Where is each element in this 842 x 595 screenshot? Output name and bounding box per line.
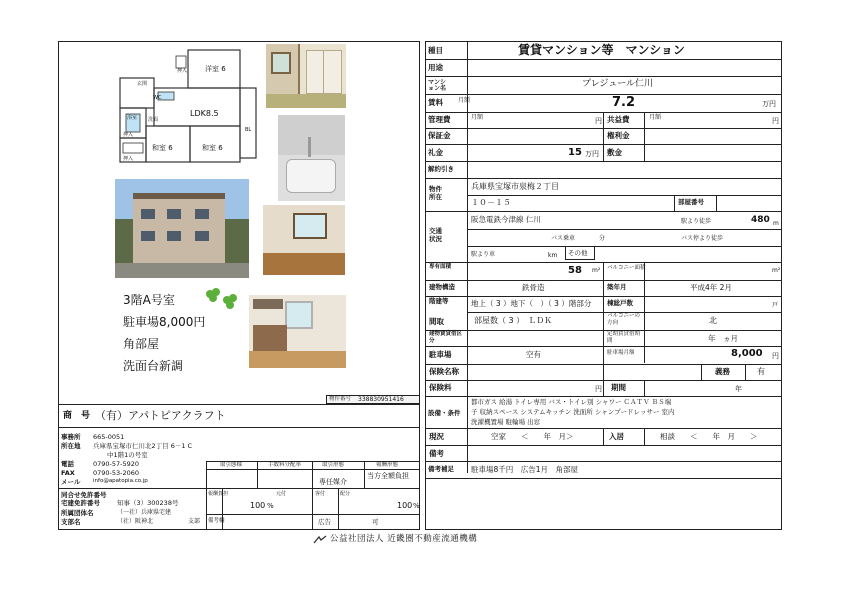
rent-label: 賃料 [428, 98, 443, 107]
insfee-label: 保険料 [429, 383, 452, 392]
plan-push3: 押入 [123, 156, 134, 162]
promo-vanity: 洗面台新調 [123, 359, 184, 373]
transit-label: 交通状況 [429, 227, 442, 243]
layout-value: 部屋数（ 3 ） ＬＤＫ [474, 316, 553, 325]
addr2: 中1階1の号室 [107, 451, 148, 459]
company-label: 商 号 [63, 411, 91, 421]
photo-bathroom [278, 115, 345, 201]
floor-plan [118, 48, 262, 166]
org: （一社）兵庫県宅建 [117, 509, 172, 516]
name-label: マンション名 [428, 79, 447, 92]
age-label: 築年月 [607, 283, 627, 291]
floor-value: 地上（ 3 ）地下（ ）（ 3 ）階部分 [471, 299, 592, 308]
bus-walk: バス停より徒歩 [681, 235, 724, 242]
area-label: 専有面積 [429, 264, 452, 270]
promo-room: 3階A号室 [123, 293, 175, 307]
room-western: 洋室 6 [205, 65, 226, 73]
status-value: 空家 ＜ 年 月＞ [491, 432, 574, 441]
use-label: 用途 [428, 63, 443, 72]
license: 知事（3）300238号 [117, 499, 179, 507]
photo-japanese-room [266, 44, 346, 108]
mgmt-label: 管理費 [428, 115, 451, 124]
room-jp1: 和室 6 [152, 144, 173, 152]
reikin-unit: 万円 [585, 150, 599, 158]
equipment-line1: 都市ガス 給湯 トイレ専用 バス・トイレ別 シャワー ＣＡＴＶ ＢＳ端 [471, 398, 672, 406]
movein-label: 入居 [609, 432, 624, 441]
period-unit: 年 [735, 385, 742, 393]
zip: 665-0051 [93, 433, 125, 441]
fax-label: FAX [61, 469, 75, 477]
remarks-supp-label: 備考補足 [428, 465, 454, 473]
area-value: 58 [568, 265, 582, 276]
pct-1: 100 [250, 501, 266, 510]
mgmt-unit: 円 [595, 117, 602, 125]
remarks-supp-value: 駐車場8千円 広告1月 角部屋 [471, 465, 579, 474]
mail[interactable]: info@apatopia.co.jp [93, 478, 148, 484]
area-unit: m² [592, 267, 601, 274]
dir-label: バルコニーの方向 [607, 313, 641, 326]
equipment-label: 設備・条件 [428, 409, 461, 417]
key-label: 権利金 [607, 131, 630, 140]
pct-label-2: 元付 [276, 491, 287, 497]
addr1: 兵庫県宝塚市仁川北2丁目 6－1 C [93, 442, 193, 450]
pct-label-4: 配分 [340, 491, 351, 497]
pct-2: 100 [397, 501, 413, 510]
insfee-unit: 円 [595, 385, 602, 393]
ins-label: 保険名称 [429, 367, 459, 376]
struct-label: 建物構造 [429, 283, 455, 291]
tel-label: 電話 [61, 460, 74, 468]
duty-value: 有 [757, 367, 765, 376]
pct-unit-2: % [413, 502, 420, 510]
assoc-label: 同合せ免許番号 [61, 491, 107, 499]
office-label: 事務所 [61, 433, 81, 441]
duty-label: 義務 [715, 367, 730, 376]
room-no-label: 部屋番号 [678, 198, 704, 206]
remarks-label: 備考欄 [208, 518, 225, 524]
loc-label: 物件所在 [429, 185, 442, 201]
photo-living-room [263, 205, 345, 275]
plan-bath: 浴室 [127, 115, 138, 121]
company-name: （有）アパトピアクラフト [95, 409, 226, 422]
fax: 0790-53-2060 [93, 469, 140, 477]
deposit-label: 保証金 [428, 131, 451, 140]
clover-icon [200, 284, 238, 312]
footer-org: 公益社団法人 近畿圏不動産流通機構 [330, 534, 478, 544]
common-label: 共益費 [607, 115, 630, 124]
period-label: 期間 [611, 383, 626, 392]
plan-wash: 洗面 [148, 117, 159, 123]
plan-push2: 押入 [123, 132, 134, 138]
room-ldk: LDK8.5 [190, 109, 219, 118]
common-sub: 月額 [649, 114, 662, 121]
reikin-label: 礼金 [428, 148, 443, 157]
grid-h4: 報酬形態 [376, 462, 399, 468]
pct-label-1: 報酬負担 [208, 491, 229, 497]
ad-label: 広告 [318, 518, 331, 526]
from-station: 駅より車 [471, 251, 496, 258]
layout-label: 間取 [429, 317, 444, 326]
property-no-label: 物件番号 [329, 396, 352, 402]
share: 当方全額負担 [367, 472, 409, 480]
age-value: 平成4年 2月 [690, 283, 732, 292]
common-unit: 円 [772, 117, 779, 125]
grid-h2: 手数料分配率 [268, 462, 302, 468]
equipment-line3: 洗濯機置場 駐輪場 出窓 [471, 418, 541, 426]
floor-label: 階建等 [429, 297, 449, 305]
org-label: 所属団体名 [61, 509, 94, 517]
pct-label-3: 客付 [315, 491, 326, 497]
equipment-line2: 子 収納スペース システムキッチン 洗面所 シャンプードレッサー 室内 [471, 408, 675, 416]
plan-push1: 押入 [177, 68, 188, 74]
photo-kitchen [249, 295, 346, 368]
mgmt-sub: 月額 [471, 114, 484, 121]
balcony-unit: m² [772, 267, 781, 274]
addr-label: 所在地 [61, 442, 81, 450]
branch-suffix: 支部 [188, 518, 201, 525]
property-no: 338830951416 [358, 396, 404, 403]
plan-toilet: WC [153, 95, 162, 101]
rent-value: 7.2 [612, 95, 636, 110]
reikin-value: 15 [568, 147, 582, 158]
ad-value: 可 [372, 518, 379, 526]
status-label: 現況 [429, 432, 444, 441]
bus-ride: バス乗車 分 [551, 235, 606, 242]
grid-h1: 取引態様 [220, 462, 243, 468]
lease-label: 定期賃貸借期間 [607, 331, 641, 344]
grid-h3: 取引形態 [322, 462, 345, 468]
lease-value: 年 ヵ月 [708, 334, 738, 343]
pfee-unit: 円 [772, 352, 779, 360]
km-unit: km [548, 252, 558, 259]
photo-building [115, 179, 249, 278]
mediation: 専任媒介 [319, 478, 347, 486]
branch-label: 支部名 [61, 518, 81, 526]
association-logo-icon [313, 535, 327, 545]
dir-value: 北 [709, 316, 717, 325]
pfee-value: 8,000 [731, 348, 763, 359]
pct-unit-1: % [267, 502, 274, 510]
tenancy-label: 建物賃貸借区分 [429, 331, 463, 344]
promo-corner: 角部屋 [123, 337, 160, 351]
walk-unit: m [773, 220, 779, 227]
units-unit: 戸 [772, 302, 779, 309]
room-jp2: 和室 6 [202, 144, 223, 152]
note-label: 備考 [429, 449, 444, 458]
loc2: １０－１５ [471, 198, 511, 207]
walk-value: 480 [751, 215, 770, 225]
lic-label: 宅建免許番号 [61, 499, 100, 507]
walk-label: 駅より徒歩 [681, 218, 712, 225]
station: 阪急電鉄今津線 仁川 [471, 215, 541, 224]
balcony-label: バルコニー面積 [607, 265, 646, 271]
kind-value: 賃貸マンション等 マンション [518, 43, 685, 57]
parking-value: 空有 [526, 350, 541, 359]
name-value: プレジュール仁川 [582, 79, 654, 89]
parking-label: 駐車場 [429, 350, 452, 359]
rent-unit: 万円 [762, 100, 776, 108]
other-label: その他 [568, 249, 588, 257]
tel: 0790-57-5920 [93, 460, 140, 468]
loc1: 兵庫県宝塚市泉梅２丁目 [471, 182, 559, 191]
rent-sub: 月額 [458, 97, 471, 104]
struct-value: 鉄骨造 [522, 283, 545, 292]
units-label: 棟総戸数 [607, 299, 633, 307]
shikikin-label: 敷金 [607, 148, 622, 157]
mail-label: メール [61, 478, 81, 486]
promo-parking: 駐車場8,000円 [123, 315, 206, 329]
branch: （社）阪神北 [117, 518, 154, 525]
kind-label: 種目 [428, 46, 443, 55]
pfee-label: 駐車場月額 [607, 350, 635, 356]
kaiyaku-label: 解約引き [428, 165, 454, 173]
plan-balcony: BL [245, 127, 252, 133]
plan-genkan: 玄関 [137, 81, 148, 87]
movein-value: 相談 ＜ 年 月 ＞ [660, 432, 758, 441]
